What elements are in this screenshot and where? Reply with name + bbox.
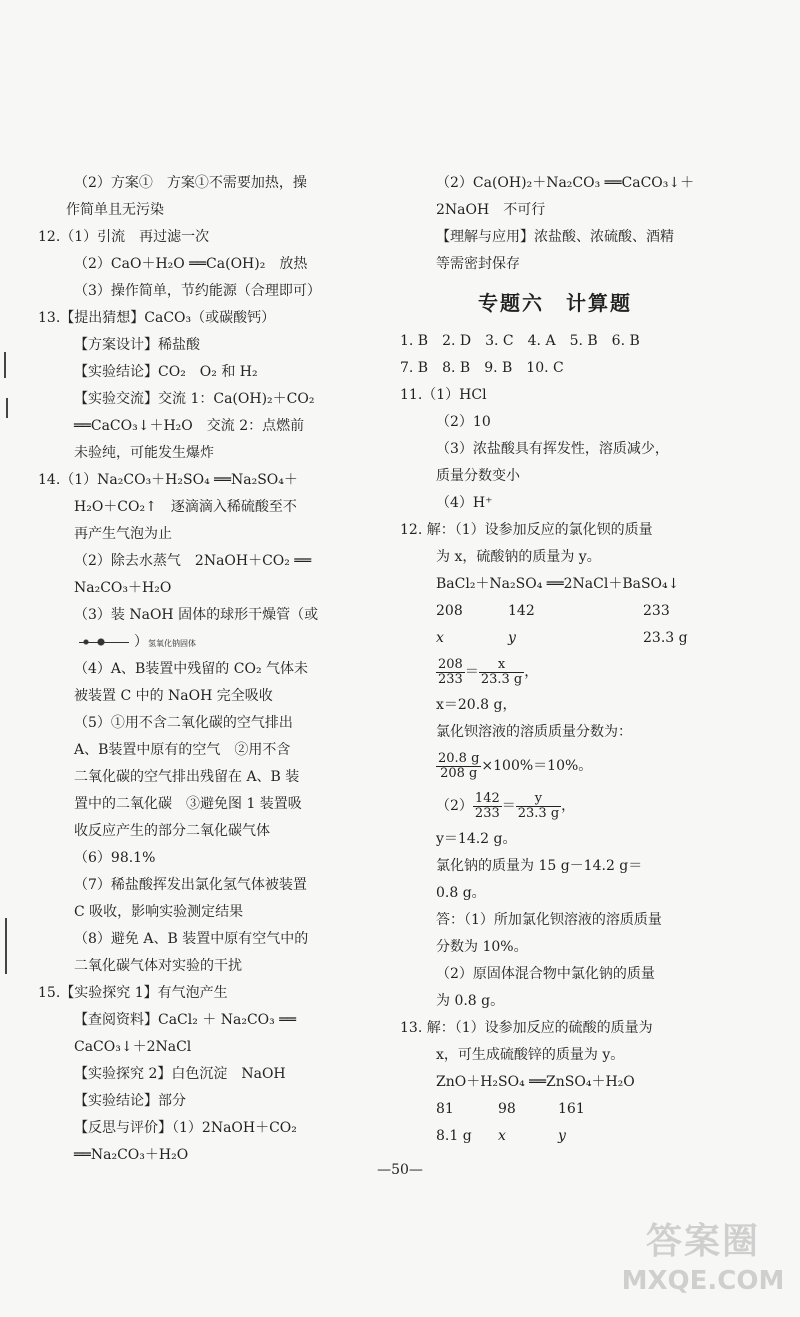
answer-line: 分数为 10%。 [436,939,528,955]
answer-line: （5）①用不含二氧化碳的空气排出 [74,715,293,731]
answer-line: x＝20.8 g， [436,697,517,713]
answer-line: 15.【实验探究 1】有气泡产生 [38,985,228,1001]
answer-line: 置中的二氧化碳 ③避免图 1 装置吸 [74,796,302,812]
page-number: —50— [377,1162,423,1178]
answer-line: （8）避免 A、B 装置中原有空气中的 [74,931,309,947]
answer-line: （6）98.1% [74,850,156,866]
answer-line: 氯化钠的质量为 15 g－14.2 g＝ [436,858,643,874]
answer-line: 等需密封保存 [436,256,520,272]
answer-line: 13. 解：（1）设参加反应的硫酸的质量为 [400,1020,653,1036]
answer-line: y＝14.2 g。 [436,831,517,847]
eq12-value: y [508,630,516,646]
fraction: $\frac{142}{233}$ [474,790,500,821]
answer-line: 14.（1）Na₂CO₃＋H₂SO₄ ══Na₂SO₄＋ [38,472,298,488]
fraction: $\frac{y}{23.3 g}$ [517,790,560,821]
answer-line: 【反思与评价】（1）2NaOH＋CO₂ [74,1120,297,1136]
answer-line: ══Na₂CO₃＋H₂O [74,1147,189,1163]
answer-line: CaCO₃↓＋2NaCl [74,1039,192,1055]
equation-12-row-1 [400,598,710,625]
answer-line: 13.【提出猜想】CaCO₃（或碳酸钙） [38,310,276,326]
answer-line: 收反应产生的部分二氧化碳气体 [74,823,270,839]
equation-13-row-2 [400,1123,710,1150]
answer-line: x，可生成硫酸锌的质量为 y。 [436,1047,625,1063]
right-top-block [400,170,710,278]
answer-line: 【实验结论】部分 [74,1093,186,1109]
right-solution-block-b [400,826,710,1096]
answer-line: 为 x，硫酸钠的质量为 y。 [436,549,601,565]
watermark-logo [618,1220,788,1310]
answer-line: （4）A、B装置中残留的 CO₂ 气体未 [74,661,309,677]
answer-line: 【方案设计】稀盐酸 [74,337,200,353]
equation-12-row-2 [400,625,710,652]
fraction: $\frac{20.8 g}{208 g}$ [438,750,480,781]
answer-line: （4）H⁺ [436,495,493,511]
eq13-value: 161 [558,1101,585,1117]
answer-line: （2）原固体混合物中氯化钠的质量 [436,966,655,982]
answer-line: （3）装 NaOH 固体的球形干燥管（或 [74,607,319,623]
scan-mark [6,398,8,418]
watermark-bottom: MXQE.COM [621,1266,785,1296]
answer-line: 0.8 g。 [436,885,486,901]
answer-line: 质量分数变小 [436,468,520,484]
eq13-value: y [558,1128,566,1144]
answer-line: 【实验探究 2】白色沉淀 NaOH [74,1066,286,1082]
scan-mark [5,918,7,974]
answer-line: 二氧化碳的空气排出残留在 A、B 装 [74,769,300,785]
eq12-value: x [436,630,444,646]
answer-line: 11.（1）HCl [400,387,487,403]
proportion-12-part2: （2） $\frac{142}{233}$ ＝ $\frac{y}{23.3 g}$ ， [436,790,576,821]
right-solution-block-a [400,692,710,746]
answer-line: 12.（1）引流 再过滤一次 [38,229,210,245]
answer-line: 【理解与应用】浓盐酸、浓硫酸、酒精 [436,229,674,245]
eq13-value: 98 [498,1101,516,1117]
answer-line: 12. 解：（1）设参加反应的氯化钡的质量 [400,522,653,538]
section-heading: 专题六 计算题 [478,291,632,315]
answer-line: 7. B 8. B 9. B 10. C [400,360,564,376]
equation-13-row-1 [400,1096,710,1123]
fraction: $\frac{x}{23.3 g}$ [480,656,523,687]
answer-line: 氯化钡溶液的溶质质量分数为： [436,724,632,740]
answer-line: 未验纯，可能发生爆炸 [74,445,214,461]
answer-line: ZnO＋H₂SO₄ ══ZnSO₄＋H₂O [436,1074,635,1090]
answer-line: 2NaOH 不可行 [436,202,546,218]
right-answers-block [400,328,710,598]
eq13-value: 81 [436,1101,454,1117]
answer-line: （2）方案① 方案①不需要加热，操 [74,175,307,191]
answer-line: H₂O＋CO₂↑ 逐滴滴入稀硫酸至不 [74,499,297,515]
answer-line: ══CaCO₃↓＋H₂O 交流 2：点燃前 [74,418,305,434]
answer-line: （2）CaO＋H₂O ══Ca(OH)₂ 放热 [74,256,308,272]
answer-line: A、B装置中原有的空气 ②用不含 [74,742,291,758]
answer-line: 二氧化碳气体对实验的干扰 [74,958,242,974]
answer-line: 为 0.8 g。 [436,993,505,1009]
percent-calc: $\frac{20.8 g}{208 g}$ ×100%＝10%。 [438,750,593,781]
eq13-value: x [498,1128,506,1144]
eq12-value: 233 [643,603,670,619]
answer-line: 作简单且无污染 [66,202,164,218]
apparatus-sketch: ）氢氧化钠固体 [38,629,338,656]
watermark-top: 答案圈 [645,1221,760,1262]
answer-line: 【实验结论】CO₂ O₂ 和 H₂ [74,364,258,380]
answer-line: 【实验交流】交流 1：Ca(OH)₂＋CO₂ [74,391,315,407]
answer-line: （3）浓盐酸具有挥发性，溶质减少， [436,441,669,457]
answer-line: （2）除去水蒸气 2NaOH＋CO₂ ══ [74,553,312,569]
left-column [38,170,338,1169]
answer-line: 答：（1）所加氯化钡溶液的溶质质量 [436,912,662,928]
answer-line: BaCl₂＋Na₂SO₄ ══2NaCl＋BaSO₄↓ [436,576,680,592]
answer-line: Na₂CO₃＋H₂O [74,580,172,596]
answer-line: （7）稀盐酸挥发出氯化氢气体被装置 [74,877,307,893]
answer-line: （2）10 [436,414,491,430]
answer-line: C 吸收，影响实验测定结果 [74,904,244,920]
eq12-value: 142 [508,603,535,619]
answer-line: 【查阅资料】CaCl₂ ＋ Na₂CO₃ ══ [74,1012,297,1028]
proportion-12: $\frac{208}{233}$ ＝ $\frac{x}{23.3 g}$ ， [438,656,539,687]
eq12-value: 23.3 g [643,630,688,646]
drying-tube-icon [74,635,134,649]
scan-mark [4,352,6,378]
answer-line: （3）操作简单，节约能源（合理即可） [74,283,321,299]
sketch-label: 氢氧化钠固体 [148,639,196,648]
answer-line: 被装置 C 中的 NaOH 完全吸收 [74,688,273,704]
eq12-value: 208 [436,603,463,619]
answer-line: （2）Ca(OH)₂＋Na₂CO₃ ══CaCO₃↓＋ [436,175,695,191]
answer-line: 1. B 2. D 3. C 4. A 5. B 6. B [400,333,640,349]
eq13-value: 8.1 g [436,1128,472,1144]
fraction: $\frac{208}{233}$ [438,656,463,687]
answer-line: 再产生气泡为止 [74,526,172,542]
right-column [400,170,710,1150]
